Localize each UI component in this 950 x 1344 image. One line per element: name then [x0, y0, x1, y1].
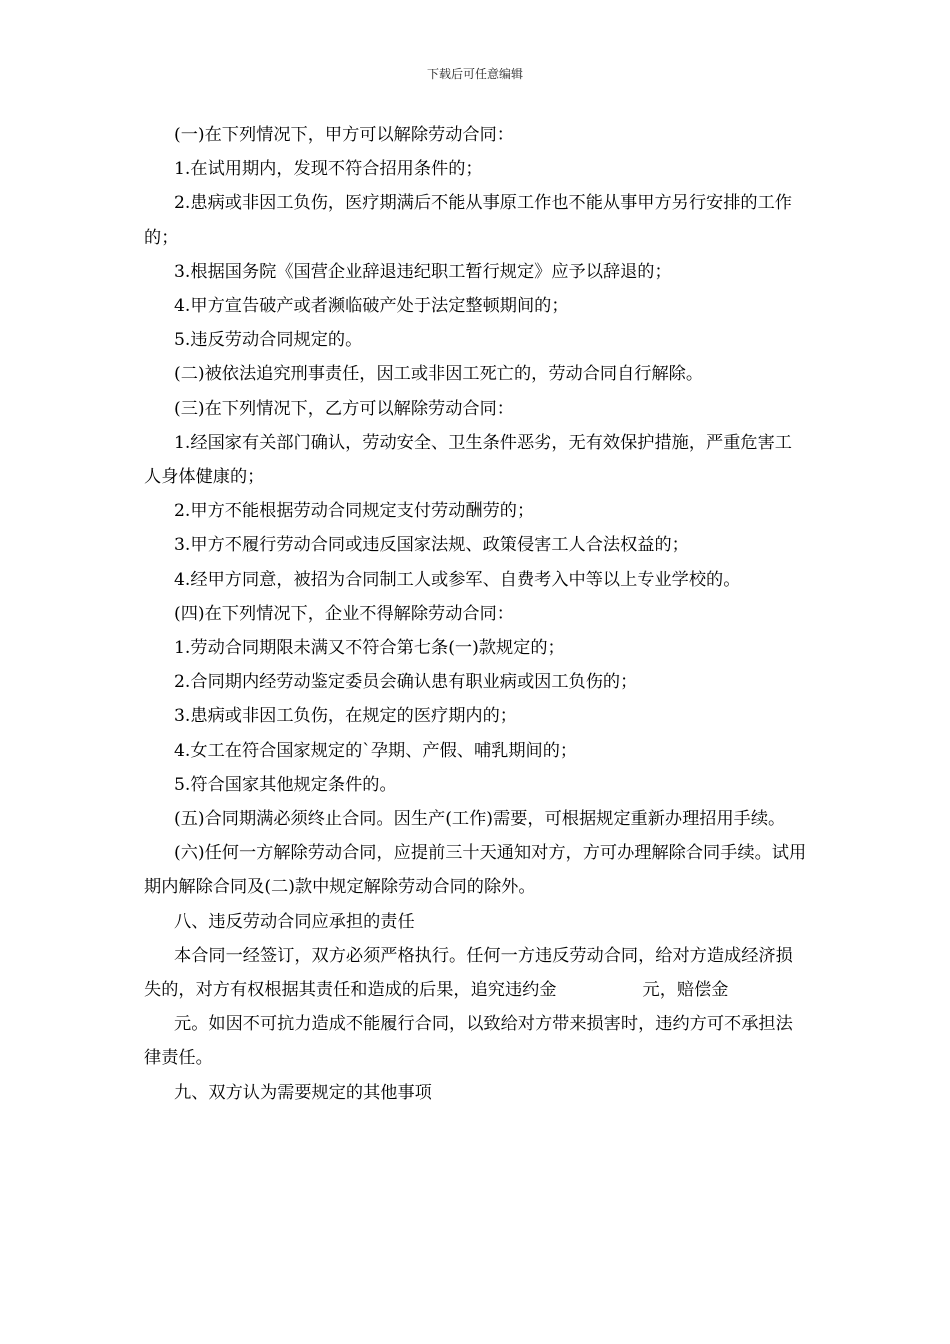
clause-3-item-4: 4.经甲方同意，被招为合同制工人或参军、自费考入中等以上专业学校的。 — [174, 569, 741, 590]
clause-1-item-2: 2.患病或非因工负伤，医疗期满后不能从事原工作也不能从事甲方另行安排的工作的； — [144, 193, 792, 248]
clause-1-heading: (一)在下列情况下，甲方可以解除劳动合同： — [174, 125, 514, 145]
clause-1-item-1: 1.在试用期内，发现不符合招用条件的； — [174, 159, 483, 180]
clause-3-item-1: 1.经国家有关部门确认，劳动安全、卫生条件恶劣，无有效保护措施，严重危害工人身体健康的； — [144, 432, 792, 488]
clause-4-item-2: 2.合同期内经劳动鉴定委员会确认患有职业病或因工负伤的； — [174, 672, 638, 693]
clause-1-item-4: 4.甲方宣告破产或者濒临破产处于法定整顿期间的； — [174, 296, 569, 317]
clause-1-item-3: 3.根据国务院《国营企业辞退违纪职工暂行规定》应予以辞退的； — [174, 261, 672, 282]
liability-paragraph — [144, 939, 808, 1007]
section-9-heading: 九、双方认为需要规定的其他事项 — [174, 1082, 432, 1103]
clause-3-item-3: 3.甲方不履行劳动合同或违反国家法规、政策侵害工人合法权益的； — [174, 535, 689, 556]
clause-4-item-4: 4.女工在符合国家规定的`孕期、产假、哺乳期间的； — [174, 740, 578, 761]
document-body — [144, 118, 808, 1110]
clause-3-heading: (三)在下列情况下，乙方可以解除劳动合同： — [174, 398, 514, 419]
clause-4-item-1: 1.劳动合同期限未满又不符合第七条(一)款规定的； — [174, 638, 565, 659]
clause-4-heading: (四)在下列情况下，企业不得解除劳动合同： — [174, 603, 514, 624]
clause-4-item-5: 5.符合国家其他规定条件的。 — [174, 774, 397, 795]
clause-2: (二)被依法追究刑事责任，因工或非因工死亡的，劳动合同自行解除。 — [174, 364, 704, 385]
clause-3-item-2: 2.甲方不能根据劳动合同规定支付劳动酬劳的； — [174, 501, 535, 522]
page-header: 下载后可任意编辑 — [426, 67, 523, 81]
clause-6: (六)任何一方解除劳动合同，应提前三十天通知对方，方可办理解除合同手续。试用期内解除合同及(二)款中规定解除劳动合同的除外。 — [144, 843, 807, 898]
force-majeure-paragraph: 元。如因不可抗力造成不能履行合同，以致给对方带来损害时，违约方可不承担法律责任。 — [144, 1014, 793, 1069]
liability-text-part2: 元，赔偿金 — [642, 980, 729, 1001]
clause-1-item-5: 5.违反劳动合同规定的。 — [174, 330, 363, 351]
clause-5: (五)合同期满必须终止合同。因生产(工作)需要，可根据规定重新办理招用手续。 — [174, 809, 786, 830]
liability-text-part1: 本合同一经签订，双方必须严格执行。任何一方违反劳动合同，给对方造成经济损失的，对方有权根据其责任和造成的后果，追究违约金 — [144, 945, 793, 1001]
clause-4-item-3: 3.患病或非因工负伤，在规定的医疗期内的； — [174, 706, 517, 727]
section-8-heading: 八、违反劳动合同应承担的责任 — [174, 911, 415, 932]
